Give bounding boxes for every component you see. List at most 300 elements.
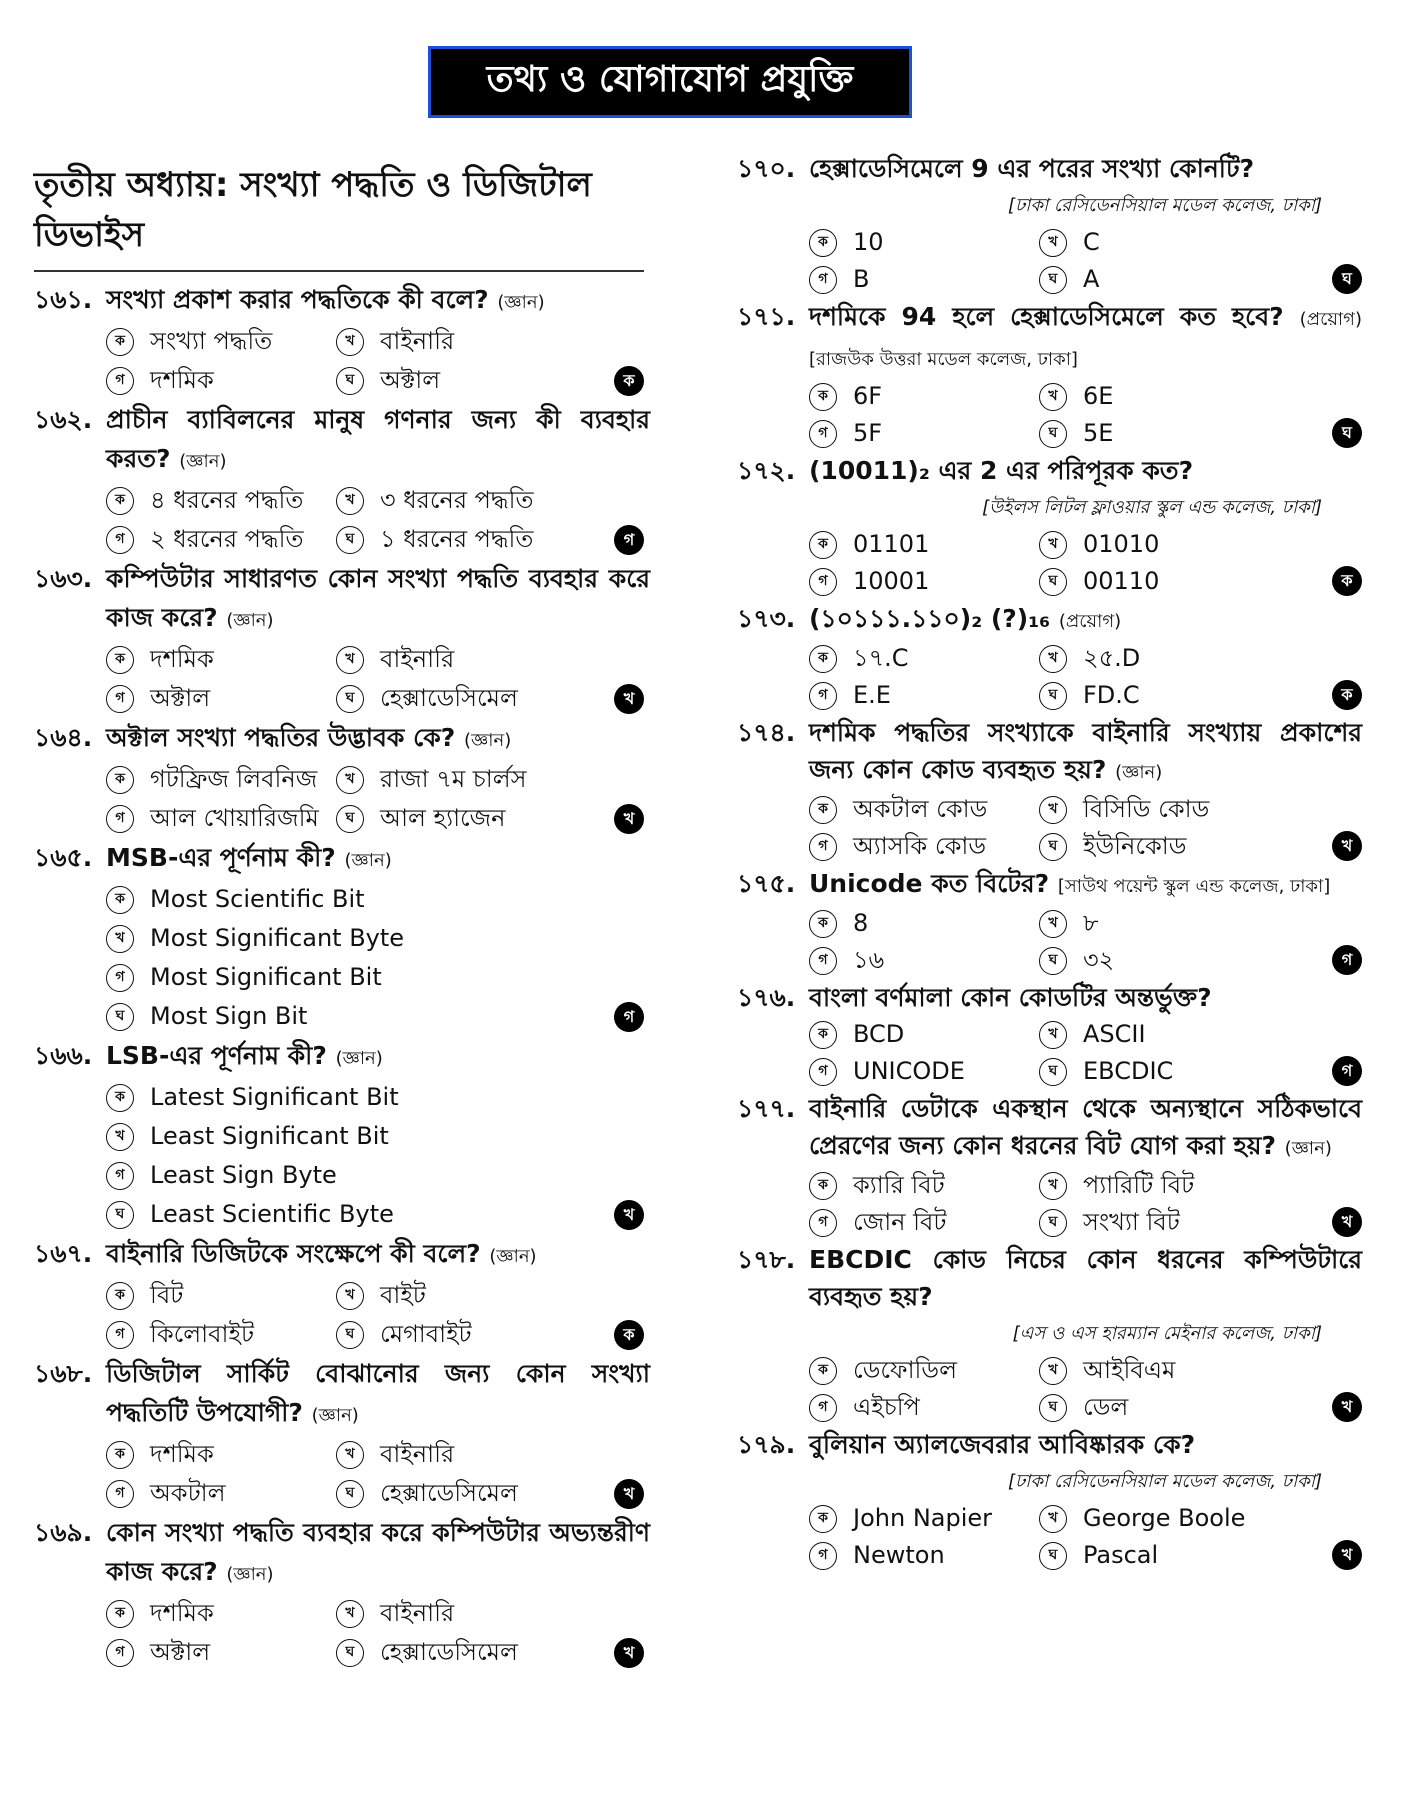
option-1[interactable] bbox=[809, 905, 1039, 942]
question-number: ১৭২. bbox=[737, 456, 796, 485]
option-3[interactable] bbox=[106, 520, 336, 559]
question-text: ডিজিটাল সার্কিট বোঝানোর জন্য কোন সংখ্যা পদ্ধতিটি উপযোগী? bbox=[106, 1359, 650, 1427]
question-item bbox=[34, 1354, 650, 1513]
right-column bbox=[737, 150, 1362, 1574]
answer-badge-icon: খ bbox=[1332, 831, 1362, 861]
option-2[interactable] bbox=[336, 640, 596, 679]
question-line bbox=[737, 1090, 1362, 1167]
option-marker-circle-icon: ঘ bbox=[336, 805, 364, 833]
option-3[interactable] bbox=[809, 1204, 1039, 1241]
option-text: গটফ্রিজ লিবনিজ bbox=[150, 765, 318, 793]
question-item bbox=[34, 1513, 650, 1672]
option-text: Pascal bbox=[1083, 1541, 1159, 1569]
option-marker-circle-icon: গ bbox=[809, 568, 837, 596]
question-text-wrap bbox=[809, 298, 1362, 378]
option-3[interactable] bbox=[106, 361, 336, 400]
question-text: বাইনারি ডিজিটকে সংক্ষেপে কী বলে? bbox=[106, 1239, 481, 1268]
option-marker-circle-icon: ঘ bbox=[1039, 682, 1067, 710]
answer-badge-icon: ঘ bbox=[1332, 418, 1362, 448]
option-3[interactable] bbox=[106, 1156, 586, 1195]
question-item bbox=[737, 150, 1362, 298]
answer-badge-icon: ক bbox=[1332, 566, 1362, 596]
option-2[interactable] bbox=[1039, 791, 1299, 828]
question-source: [এস ও এস হারম্যান মেইনার কলেজ, ঢাকা] bbox=[1012, 1323, 1322, 1344]
option-text: 6E bbox=[1083, 382, 1114, 410]
question-item bbox=[737, 979, 1362, 1090]
option-marker-circle-icon: খ bbox=[1039, 1505, 1067, 1533]
option-text: হেক্সাডেসিমেল bbox=[380, 1479, 518, 1507]
option-1[interactable] bbox=[106, 640, 336, 679]
option-3[interactable] bbox=[106, 1633, 336, 1672]
answer-badge-icon: খ bbox=[1332, 1207, 1362, 1237]
question-number: ১৬৪. bbox=[34, 723, 93, 752]
option-3[interactable] bbox=[106, 1474, 336, 1513]
option-2[interactable] bbox=[106, 919, 586, 958]
option-text: EBCDIC bbox=[1083, 1057, 1174, 1085]
question-text-wrap bbox=[809, 714, 1362, 791]
option-4[interactable] bbox=[1039, 563, 1299, 600]
options-group bbox=[809, 1352, 1362, 1426]
question-number: ১৬৫. bbox=[34, 843, 93, 872]
option-1[interactable] bbox=[809, 224, 1039, 261]
option-4[interactable] bbox=[1039, 415, 1299, 452]
option-text: দশমিক bbox=[150, 645, 214, 673]
question-item bbox=[737, 1241, 1362, 1426]
question-text-wrap bbox=[809, 979, 1362, 1016]
option-marker-circle-icon: ক bbox=[809, 383, 837, 411]
option-text: ৮ bbox=[1083, 909, 1099, 937]
option-1[interactable] bbox=[809, 1352, 1039, 1389]
option-2[interactable] bbox=[336, 322, 596, 361]
options-group bbox=[809, 1167, 1362, 1241]
question-text-wrap bbox=[106, 400, 650, 481]
option-marker-circle-icon: ক bbox=[106, 646, 134, 674]
answer-badge-icon: ঘ bbox=[1332, 264, 1362, 294]
option-text: অকটাল bbox=[150, 1479, 226, 1507]
option-text: Latest Significant Bit bbox=[150, 1083, 399, 1111]
option-marker-circle-icon: ঘ bbox=[1039, 947, 1067, 975]
question-line bbox=[34, 1354, 650, 1435]
question-text-wrap bbox=[809, 600, 1362, 640]
option-2[interactable] bbox=[106, 1117, 586, 1156]
question-number: ১৭৩. bbox=[737, 604, 796, 633]
option-marker-circle-icon: খ bbox=[1039, 645, 1067, 673]
option-4[interactable] bbox=[336, 1633, 596, 1672]
question-list-left bbox=[34, 280, 650, 1672]
option-1[interactable] bbox=[106, 1078, 586, 1117]
option-marker-circle-icon: গ bbox=[809, 1058, 837, 1086]
question-text-wrap bbox=[809, 1426, 1362, 1463]
question-text-wrap bbox=[106, 280, 650, 322]
options-group bbox=[106, 1078, 650, 1234]
option-text: Most Scientific Bit bbox=[150, 885, 365, 913]
header-title: তথ্য ও যোগাযোগ প্রযুক্তি bbox=[486, 59, 854, 100]
option-marker-circle-icon: খ bbox=[336, 1441, 364, 1469]
option-text: আইবিএম bbox=[1083, 1356, 1176, 1384]
option-text: A bbox=[1083, 265, 1100, 293]
option-3[interactable] bbox=[809, 415, 1039, 452]
option-text: 5F bbox=[853, 419, 883, 447]
option-text: B bbox=[853, 265, 870, 293]
option-2[interactable] bbox=[1039, 526, 1299, 563]
options-group bbox=[106, 760, 650, 838]
question-text-wrap bbox=[106, 1513, 650, 1594]
option-text: ৩ ধরনের পদ্ধতি bbox=[380, 486, 534, 514]
question-line bbox=[737, 298, 1362, 378]
option-text: 10 bbox=[853, 228, 884, 256]
question-text: MSB-এর পূর্ণনাম কী? bbox=[106, 843, 336, 872]
question-line bbox=[34, 559, 650, 640]
option-3[interactable] bbox=[106, 958, 586, 997]
option-text: John Napier bbox=[853, 1504, 993, 1532]
option-text: C bbox=[1083, 228, 1100, 256]
answer-badge-icon: গ bbox=[1332, 1056, 1362, 1086]
question-item bbox=[737, 1426, 1362, 1574]
question-tag: (জ্ঞান) bbox=[489, 1246, 537, 1267]
option-1[interactable] bbox=[809, 791, 1039, 828]
question-text: বাইনারি ডেটাকে একস্থান থেকে অন্যস্থানে সঠিকভাবে প্রেরণের জন্য কোন ধরনের বিট যোগ করা হয়? bbox=[809, 1094, 1362, 1160]
option-marker-circle-icon: খ bbox=[1039, 796, 1067, 824]
question-tag: (প্রয়োগ) [রাজউক উত্তরা মডেল কলেজ, ঢাকা] bbox=[809, 309, 1362, 370]
question-text: দশমিক পদ্ধতির সংখ্যাকে বাইনারি সংখ্যায় প্রকাশের জন্য কোন কোড ব্যবহৃত হয়? bbox=[809, 718, 1362, 784]
option-2[interactable] bbox=[336, 481, 596, 520]
option-marker-circle-icon: গ bbox=[106, 367, 134, 395]
answer-badge-icon: খ bbox=[614, 1638, 644, 1668]
option-marker-circle-icon: গ bbox=[106, 1162, 134, 1190]
option-1[interactable] bbox=[809, 378, 1039, 415]
option-marker-circle-icon: গ bbox=[106, 1639, 134, 1667]
option-3[interactable] bbox=[809, 1389, 1039, 1426]
option-marker-circle-icon: খ bbox=[336, 646, 364, 674]
question-number: ১৬৯. bbox=[34, 1518, 93, 1547]
options-group bbox=[809, 791, 1362, 865]
option-4[interactable] bbox=[1039, 942, 1299, 979]
question-number: ১৬৩. bbox=[34, 564, 93, 593]
option-3[interactable] bbox=[106, 679, 336, 718]
option-marker-circle-icon: ঘ bbox=[1039, 1209, 1067, 1237]
question-tag: (জ্ঞান) bbox=[335, 1048, 383, 1069]
option-marker-circle-icon: ঘ bbox=[336, 1639, 364, 1667]
option-text: BCD bbox=[853, 1020, 905, 1048]
question-text: সংখ্যা প্রকাশ করার পদ্ধতিকে কী বলে? bbox=[106, 285, 489, 314]
question-tag: (জ্ঞান) bbox=[497, 292, 545, 313]
option-marker-circle-icon: ক bbox=[106, 328, 134, 356]
question-tag: (জ্ঞান) bbox=[226, 610, 274, 631]
option-text: ২ ধরনের পদ্ধতি bbox=[150, 525, 304, 553]
option-2[interactable] bbox=[1039, 224, 1299, 261]
option-2[interactable] bbox=[336, 1435, 596, 1474]
question-text-wrap bbox=[106, 1234, 650, 1276]
question-item bbox=[34, 1036, 650, 1234]
question-text: EBCDIC কোড নিচের কোন ধরনের কম্পিউটারে ব্যবহৃত হয়? bbox=[809, 1245, 1362, 1311]
question-line bbox=[737, 865, 1362, 905]
question-tag: (জ্ঞান) bbox=[179, 451, 227, 472]
option-2[interactable] bbox=[336, 760, 596, 799]
option-1[interactable] bbox=[809, 640, 1039, 677]
option-3[interactable] bbox=[809, 677, 1039, 714]
question-line bbox=[737, 1426, 1362, 1463]
question-number: ১৭৫. bbox=[737, 869, 796, 898]
option-3[interactable] bbox=[809, 1537, 1039, 1574]
question-text-wrap bbox=[809, 865, 1362, 905]
option-text: হেক্সাডেসিমেল bbox=[380, 684, 518, 712]
question-tag: (প্রয়োগ) bbox=[1058, 611, 1122, 632]
question-text: (১০১১১.১১০)₂ (?)₁₆ bbox=[809, 604, 1051, 633]
option-2[interactable] bbox=[1039, 1500, 1299, 1537]
options-group bbox=[106, 481, 650, 559]
option-text: রাজা ৭ম চার্লস bbox=[380, 765, 527, 793]
answer-badge-icon: ক bbox=[614, 1320, 644, 1350]
answer-badge-icon: গ bbox=[1332, 945, 1362, 975]
option-marker-circle-icon: ক bbox=[106, 1282, 134, 1310]
question-line bbox=[737, 979, 1362, 1016]
option-text: 10001 bbox=[853, 567, 930, 595]
question-text: অক্টাল সংখ্যা পদ্ধতির উদ্ভাবক কে? bbox=[106, 723, 456, 752]
question-number: ১৬২. bbox=[34, 405, 93, 434]
left-column bbox=[34, 160, 650, 1672]
question-text: কম্পিউটার সাধারণত কোন সংখ্যা পদ্ধতি ব্যবহার করে কাজ করে? bbox=[106, 564, 650, 632]
option-marker-circle-icon: খ bbox=[106, 925, 134, 953]
option-text: E.E bbox=[853, 681, 891, 709]
options-group bbox=[809, 378, 1362, 452]
option-4[interactable] bbox=[336, 361, 596, 400]
answer-badge-icon: গ bbox=[614, 525, 644, 555]
options-group bbox=[809, 526, 1362, 600]
option-4[interactable] bbox=[336, 1315, 596, 1354]
option-3[interactable] bbox=[809, 1053, 1039, 1090]
chapter-title: তৃতীয় অধ্যায়: সংখ্যা পদ্ধতি ও ডিজিটাল ডিভাইস bbox=[34, 160, 644, 272]
option-text: বিসিডি কোড bbox=[1083, 795, 1210, 823]
option-1[interactable] bbox=[106, 322, 336, 361]
option-4[interactable] bbox=[336, 679, 596, 718]
question-number: ১৭৯. bbox=[737, 1430, 796, 1459]
option-text: Newton bbox=[853, 1541, 945, 1569]
option-text: Most Sign Bit bbox=[150, 1002, 308, 1030]
option-marker-circle-icon: ঘ bbox=[1039, 420, 1067, 448]
option-text: Least Significant Bit bbox=[150, 1122, 389, 1150]
option-4[interactable] bbox=[336, 520, 596, 559]
answer-badge-icon: খ bbox=[614, 804, 644, 834]
option-2[interactable] bbox=[1039, 905, 1299, 942]
option-2[interactable] bbox=[1039, 1352, 1299, 1389]
option-2[interactable] bbox=[1039, 378, 1299, 415]
page-header-banner bbox=[428, 46, 912, 118]
option-marker-circle-icon: ক bbox=[809, 645, 837, 673]
question-tag: (জ্ঞান) bbox=[1115, 762, 1163, 783]
question-text: বুলিয়ান অ্যালজেবরার আবিষ্কারক কে? bbox=[809, 1430, 1196, 1459]
question-tag: (জ্ঞান) bbox=[344, 850, 392, 871]
question-tag: [সাউথ পয়েন্ট স্কুল এন্ড কলেজ, ঢাকা] bbox=[1057, 876, 1331, 897]
question-item bbox=[737, 600, 1362, 714]
option-4[interactable] bbox=[1039, 677, 1299, 714]
option-marker-circle-icon: খ bbox=[336, 328, 364, 356]
option-marker-circle-icon: ক bbox=[809, 910, 837, 938]
option-marker-circle-icon: ক bbox=[809, 531, 837, 559]
answer-badge-icon: ক bbox=[1332, 680, 1362, 710]
option-1[interactable] bbox=[809, 1167, 1039, 1204]
answer-badge-icon: খ bbox=[1332, 1540, 1362, 1570]
question-source: [ঢাকা রেসিডেনসিয়াল মডেল কলেজ, ঢাকা] bbox=[1007, 1471, 1322, 1492]
option-marker-circle-icon: ঘ bbox=[336, 685, 364, 713]
option-marker-circle-icon: ক bbox=[106, 1084, 134, 1112]
question-line bbox=[737, 714, 1362, 791]
question-number: ১৭১. bbox=[737, 302, 796, 331]
question-line bbox=[34, 718, 650, 760]
option-marker-circle-icon: গ bbox=[809, 1394, 837, 1422]
option-marker-circle-icon: গ bbox=[106, 805, 134, 833]
option-text: Most Significant Byte bbox=[150, 924, 405, 952]
option-text: দশমিক bbox=[150, 366, 214, 394]
question-text-wrap bbox=[809, 150, 1362, 187]
question-text-wrap bbox=[106, 1354, 650, 1435]
option-1[interactable] bbox=[106, 1276, 336, 1315]
question-line bbox=[737, 1241, 1362, 1315]
option-text: Most Significant Bit bbox=[150, 963, 382, 991]
option-3[interactable] bbox=[106, 799, 336, 838]
option-text: 01010 bbox=[1083, 530, 1160, 558]
option-4[interactable] bbox=[336, 1474, 596, 1513]
option-text: 01101 bbox=[853, 530, 930, 558]
option-3[interactable] bbox=[809, 942, 1039, 979]
option-2[interactable] bbox=[1039, 640, 1299, 677]
question-line bbox=[34, 400, 650, 481]
option-marker-circle-icon: ঘ bbox=[1039, 1542, 1067, 1570]
option-marker-circle-icon: ক bbox=[809, 1357, 837, 1385]
option-marker-circle-icon: ঘ bbox=[1039, 833, 1067, 861]
option-3[interactable] bbox=[809, 828, 1039, 865]
option-marker-circle-icon: গ bbox=[106, 685, 134, 713]
option-3[interactable] bbox=[106, 1315, 336, 1354]
answer-badge-icon: খ bbox=[614, 1479, 644, 1509]
question-number: ১৭০. bbox=[737, 154, 796, 183]
option-marker-circle-icon: ঘ bbox=[336, 1480, 364, 1508]
question-line bbox=[34, 280, 650, 322]
option-4[interactable] bbox=[1039, 1537, 1299, 1574]
question-source: [উইলস লিটল ফ্লাওয়ার স্কুল এন্ড কলেজ, ঢাকা] bbox=[982, 497, 1322, 518]
option-marker-circle-icon: খ bbox=[1039, 1021, 1067, 1049]
question-source: [ঢাকা রেসিডেনসিয়াল মডেল কলেজ, ঢাকা] bbox=[1007, 195, 1322, 216]
option-text: সংখ্যা পদ্ধতি bbox=[150, 327, 273, 355]
option-1[interactable] bbox=[106, 1435, 336, 1474]
option-text: অকটাল কোড bbox=[853, 795, 988, 823]
question-tag: (জ্ঞান) bbox=[463, 730, 512, 751]
question-item bbox=[737, 298, 1362, 452]
option-1[interactable] bbox=[809, 526, 1039, 563]
option-marker-circle-icon: গ bbox=[106, 1321, 134, 1349]
option-text: দশমিক bbox=[150, 1440, 214, 1468]
option-text: ১৬ bbox=[853, 946, 885, 974]
question-item bbox=[34, 838, 650, 1036]
option-marker-circle-icon: ঘ bbox=[336, 367, 364, 395]
option-1[interactable] bbox=[106, 1594, 336, 1633]
option-2[interactable] bbox=[336, 1276, 596, 1315]
option-4[interactable] bbox=[1039, 828, 1299, 865]
option-2[interactable] bbox=[1039, 1167, 1299, 1204]
option-marker-circle-icon: গ bbox=[106, 526, 134, 554]
option-marker-circle-icon: ঘ bbox=[1039, 568, 1067, 596]
option-marker-circle-icon: গ bbox=[809, 1209, 837, 1237]
question-item bbox=[34, 718, 650, 838]
question-item bbox=[34, 400, 650, 559]
option-marker-circle-icon: ক bbox=[809, 1021, 837, 1049]
option-marker-circle-icon: খ bbox=[336, 487, 364, 515]
question-text-wrap bbox=[809, 1090, 1362, 1167]
option-text: 8 bbox=[853, 909, 869, 937]
option-text: ASCII bbox=[1083, 1020, 1146, 1048]
option-4[interactable] bbox=[336, 799, 596, 838]
answer-badge-icon: ক bbox=[614, 366, 644, 396]
option-marker-circle-icon: গ bbox=[809, 266, 837, 294]
question-text: বাংলা বর্ণমালা কোন কোডটির অন্তর্ভুক্ত? bbox=[809, 983, 1212, 1012]
option-text: ডেল bbox=[1083, 1393, 1129, 1421]
option-text: 6F bbox=[853, 382, 883, 410]
options-group bbox=[106, 880, 650, 1036]
option-marker-circle-icon: ঘ bbox=[1039, 1058, 1067, 1086]
option-4[interactable] bbox=[106, 1195, 586, 1234]
option-text: UNICODE bbox=[853, 1057, 965, 1085]
question-text: কোন সংখ্যা পদ্ধতি ব্যবহার করে কম্পিউটার অভ্যন্তরীণ কাজ করে? bbox=[106, 1518, 650, 1586]
question-text-wrap bbox=[809, 452, 1362, 489]
option-text: ১ ধরনের পদ্ধতি bbox=[380, 525, 534, 553]
option-text: 00110 bbox=[1083, 567, 1160, 595]
question-line bbox=[737, 452, 1362, 489]
option-1[interactable] bbox=[809, 1016, 1039, 1053]
option-3[interactable] bbox=[809, 261, 1039, 298]
option-marker-circle-icon: ঘ bbox=[1039, 1394, 1067, 1422]
option-text: হেক্সাডেসিমেল bbox=[380, 1638, 518, 1666]
option-text: ৪ ধরনের পদ্ধতি bbox=[150, 486, 304, 514]
question-line bbox=[34, 1234, 650, 1276]
option-1[interactable] bbox=[106, 760, 336, 799]
option-4[interactable] bbox=[1039, 1204, 1299, 1241]
option-marker-circle-icon: ঘ bbox=[1039, 266, 1067, 294]
option-text: Least Scientific Byte bbox=[150, 1200, 394, 1228]
option-text: বাইনারি bbox=[380, 645, 455, 673]
option-text: ৩২ bbox=[1083, 946, 1115, 974]
option-text: ক্যারি বিট bbox=[853, 1171, 945, 1199]
option-marker-circle-icon: ক bbox=[106, 766, 134, 794]
option-text: FD.C bbox=[1083, 681, 1140, 709]
option-4[interactable] bbox=[1039, 1053, 1299, 1090]
answer-badge-icon: খ bbox=[614, 1200, 644, 1230]
question-item bbox=[34, 280, 650, 400]
option-4[interactable] bbox=[1039, 1389, 1299, 1426]
option-1[interactable] bbox=[809, 1500, 1039, 1537]
question-tag: (জ্ঞান) bbox=[1284, 1138, 1332, 1159]
option-4[interactable] bbox=[1039, 261, 1299, 298]
option-3[interactable] bbox=[809, 563, 1039, 600]
option-2[interactable] bbox=[1039, 1016, 1299, 1053]
question-text: Unicode কত বিটের? bbox=[809, 869, 1050, 898]
option-text: ডেফোডিল bbox=[853, 1356, 957, 1384]
option-marker-circle-icon: গ bbox=[809, 947, 837, 975]
option-4[interactable] bbox=[106, 997, 586, 1036]
option-marker-circle-icon: ক bbox=[106, 886, 134, 914]
option-marker-circle-icon: ঘ bbox=[106, 1201, 134, 1229]
question-line bbox=[737, 150, 1362, 187]
option-text: ইউনিকোড bbox=[1083, 832, 1187, 860]
question-line bbox=[737, 600, 1362, 640]
option-text: দশমিক bbox=[150, 1599, 214, 1627]
option-2[interactable] bbox=[336, 1594, 596, 1633]
option-text: অক্টাল bbox=[380, 366, 441, 394]
option-1[interactable] bbox=[106, 481, 336, 520]
option-1[interactable] bbox=[106, 880, 586, 919]
question-number: ১৭৮. bbox=[737, 1245, 796, 1274]
option-marker-circle-icon: খ bbox=[1039, 229, 1067, 257]
option-text: বাইনারি bbox=[380, 327, 455, 355]
options-group bbox=[106, 1594, 650, 1672]
